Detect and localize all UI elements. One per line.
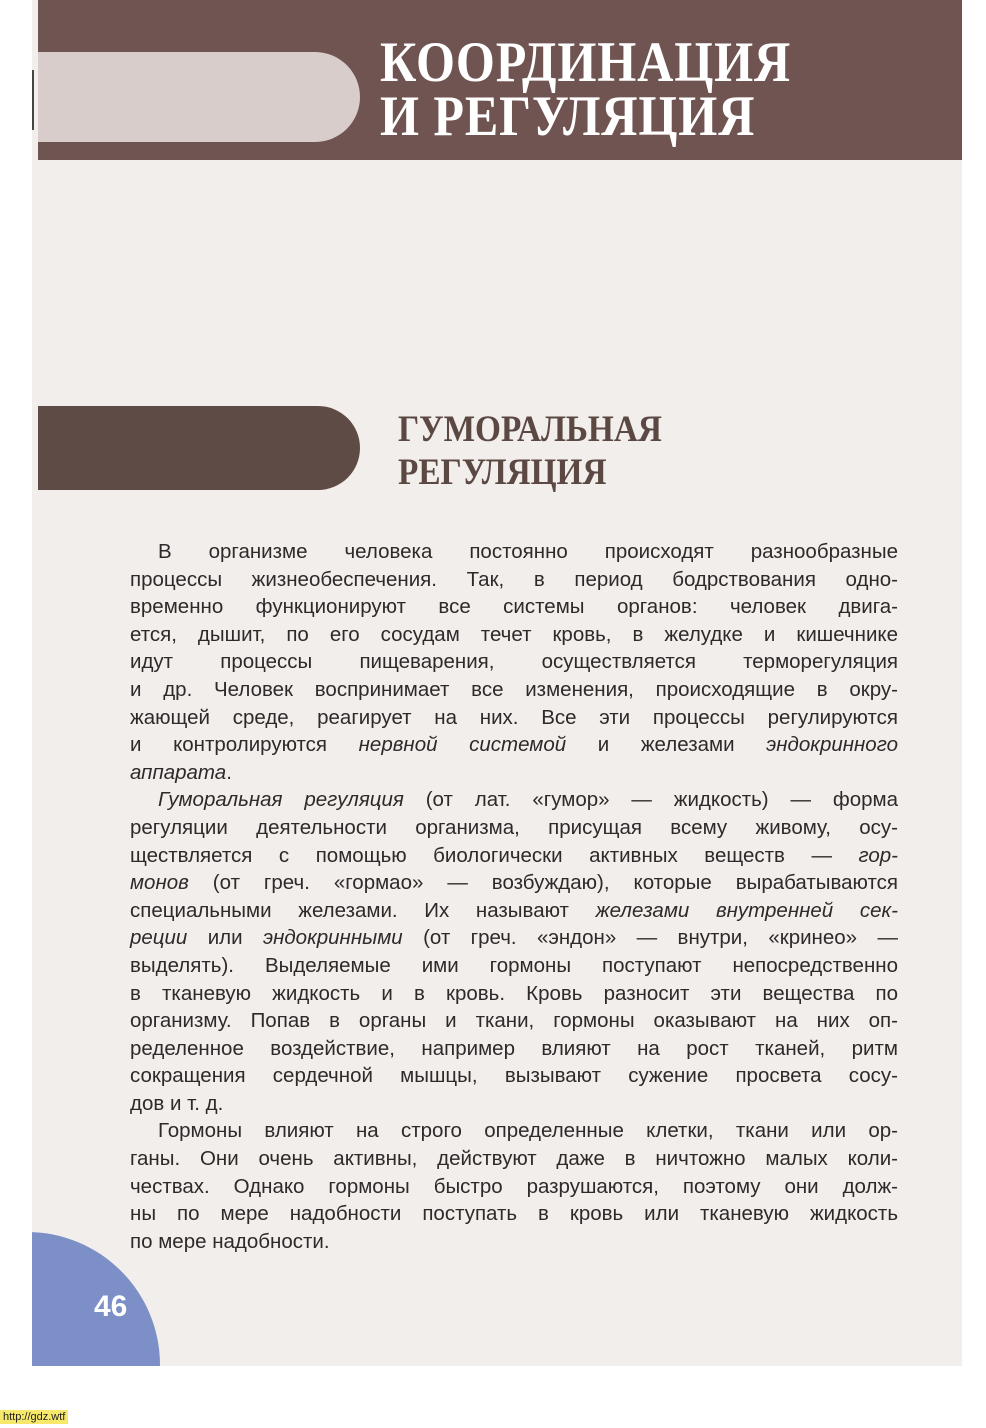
- section-title: [398, 408, 662, 494]
- text-line: [130, 538, 898, 566]
- text-segment: (от греч. «гормао» — возбуждаю), которые вырабатываются: [188, 871, 898, 895]
- text-segment: специальными железами. Их называют: [130, 898, 596, 922]
- text-segment: и железами: [566, 733, 767, 757]
- text-line: [130, 842, 898, 870]
- italic-term: эндокринными: [262, 926, 403, 950]
- text-segment: ется, дышит, по его сосудам течет кровь, в желудке и кишечнике: [130, 622, 898, 646]
- text-segment: регуляции деятельности организма, присущая всему живому, осу-: [130, 815, 898, 839]
- text-line: [130, 980, 898, 1008]
- text-line: [130, 786, 898, 814]
- italic-term: реции: [130, 926, 188, 950]
- text-segment: по мере надобности.: [130, 1229, 330, 1253]
- text-line: [130, 1117, 898, 1145]
- text-segment: идут процессы пищеварения, осуществляется терморегуляция: [130, 650, 898, 674]
- text-line: [130, 1062, 898, 1090]
- chapter-title-line-2: И РЕГУЛЯЦИЯ: [380, 85, 756, 148]
- text-segment: жающей среде, реагирует на них. Все эти процессы регулируются: [130, 705, 898, 729]
- text-line: [130, 1228, 898, 1256]
- text-segment: выделять). Выделяемые ими гормоны поступают непосредственно: [130, 953, 898, 977]
- italic-term: гор-: [858, 843, 898, 867]
- text-line: [130, 593, 898, 621]
- italic-term: монов: [130, 871, 189, 895]
- text-segment: временно функционируют все системы органов: человек двига-: [130, 595, 898, 619]
- text-line: [130, 1007, 898, 1035]
- italic-term: нервной системой: [358, 733, 567, 757]
- body-text: [130, 538, 898, 1255]
- text-line: [130, 704, 898, 732]
- text-segment: ганы. Они очень активны, действуют даже в ничтожно малых коли-: [130, 1147, 898, 1171]
- section-bar: [38, 406, 360, 490]
- footer-link[interactable]: http://gdz.wtf: [0, 1410, 68, 1424]
- text-line: [130, 869, 898, 897]
- text-line: [130, 1145, 898, 1173]
- text-segment: ределенное воздействие, например влияют на рост тканей, ритм: [130, 1036, 898, 1060]
- text-segment: ществляется с помощью биологически активных веществ —: [130, 843, 859, 867]
- text-line: [130, 1200, 898, 1228]
- text-segment: или: [187, 926, 263, 950]
- chapter-title-line-1: КООРДИНАЦИЯ: [380, 31, 792, 94]
- section-title-line-1: ГУМОРАЛЬНАЯ: [398, 409, 662, 450]
- italic-term: эндокринного: [766, 733, 898, 757]
- text-segment: В организме человека постоянно происходят разнообразные: [158, 540, 898, 563]
- text-line: [130, 952, 898, 980]
- text-line: [130, 1173, 898, 1201]
- text-line: [130, 621, 898, 649]
- text-segment: (от греч. «эндон» — внутри, «кринео» —: [402, 926, 898, 950]
- italic-term: аппарата: [130, 760, 227, 784]
- text-segment: (от лат. «гумор» — жидкость) — форма: [403, 788, 898, 812]
- text-line: [130, 648, 898, 676]
- text-segment: процессы жизнеобеспечения. Так, в период бодрствования одно-: [130, 567, 898, 591]
- textbook-page: [32, 0, 962, 1366]
- italic-term: железами внутренней сек-: [595, 898, 898, 922]
- text-segment: дов и т. д.: [130, 1091, 224, 1115]
- text-line: [130, 1035, 898, 1063]
- chapter-title: [380, 31, 792, 148]
- text-line: [130, 897, 898, 925]
- text-segment: ны по мере надобности поступать в кровь или тканевую жидкость: [130, 1202, 898, 1226]
- chapter-header-tab: [38, 52, 360, 142]
- text-segment: организму. Попав в органы и ткани, гормоны оказывают на них оп-: [130, 1009, 898, 1033]
- text-segment: .: [226, 760, 232, 784]
- text-line: [130, 759, 898, 787]
- italic-term: Гуморальная регуляция: [158, 788, 404, 812]
- section-title-line-2: РЕГУЛЯЦИЯ: [398, 452, 607, 493]
- text-segment: в тканевую жидкость и в кровь. Кровь разносит эти вещества по: [130, 981, 898, 1005]
- text-line: [130, 814, 898, 842]
- text-line: [130, 566, 898, 594]
- scan-edge-mark: [32, 70, 34, 130]
- text-segment: Гормоны влияют на строго определенные клетки, ткани или ор-: [158, 1119, 898, 1143]
- text-line: [130, 1090, 898, 1118]
- text-segment: чествах. Однако гормоны быстро разрушаются, поэтому они долж-: [130, 1174, 898, 1198]
- text-segment: и др. Человек воспринимает все изменения, происходящие в окру-: [130, 677, 898, 701]
- text-line: [130, 731, 898, 759]
- text-line: [130, 676, 898, 704]
- text-line: [130, 924, 898, 952]
- page-number: 46: [94, 1290, 128, 1323]
- text-segment: сокращения сердечной мышцы, вызывают сужение просвета сосу-: [130, 1064, 898, 1088]
- text-segment: и контролируются: [130, 733, 359, 757]
